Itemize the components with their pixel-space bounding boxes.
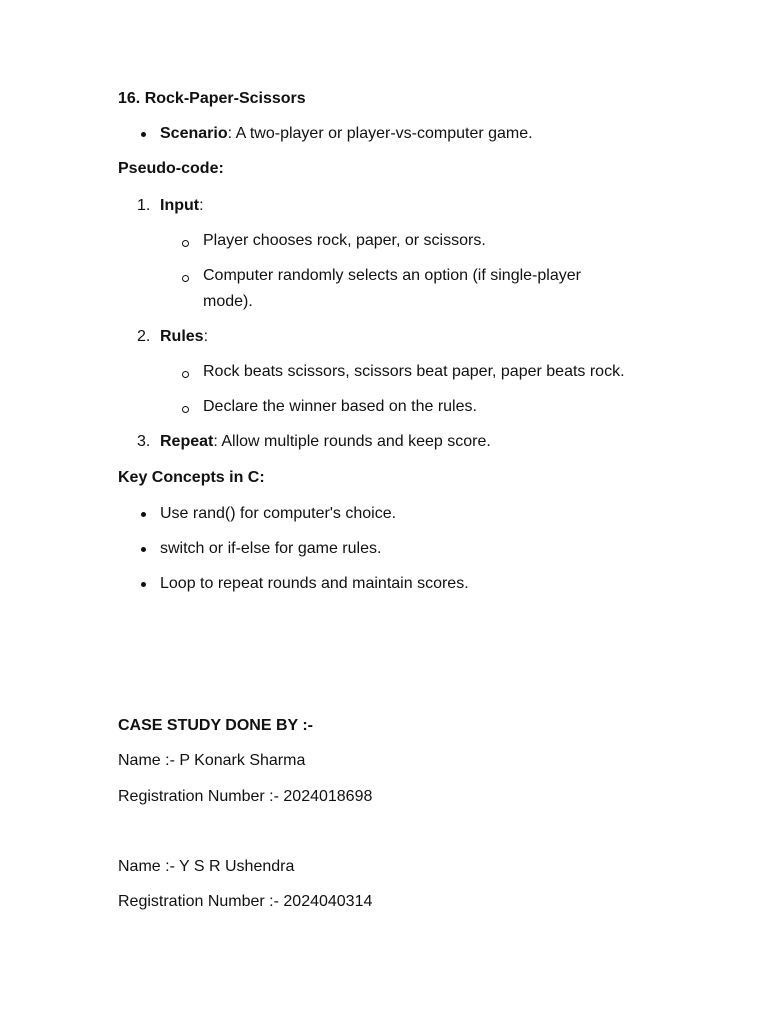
sub-item: Computer randomly selects an option (if single-player (203, 267, 581, 284)
scenario-line (160, 124, 533, 144)
section-title: 16. Rock-Paper-Scissors (118, 90, 306, 107)
step-text: : (203, 328, 209, 345)
key-concepts-heading: Key Concepts in C: (118, 469, 265, 486)
sub-item: Player chooses rock, paper, or scissors. (203, 232, 486, 249)
pseudo-code-heading: Pseudo-code: (118, 160, 224, 177)
step-repeat (160, 432, 491, 452)
step-text: : Allow multiple rounds and keep score. (213, 433, 491, 450)
step-number: 3. (137, 433, 151, 450)
author-registration: Registration Number :- 2024040314 (118, 893, 373, 910)
hollow-bullet-icon (182, 240, 189, 247)
step-number: 2. (137, 328, 151, 345)
case-study-heading: CASE STUDY DONE BY :- (118, 717, 313, 734)
step-label: Input (160, 197, 200, 214)
author-registration: Registration Number :- 2024018698 (118, 788, 373, 805)
bullet-dot-icon (141, 512, 146, 517)
bullet-dot-icon (141, 582, 146, 587)
sub-item-continuation: mode). (203, 293, 253, 310)
hollow-bullet-icon (182, 406, 189, 413)
step-text: : (199, 197, 204, 214)
key-concept-item: Use rand() for computer's choice. (160, 505, 397, 522)
scenario-text: : A two-player or player-vs-computer game. (227, 125, 533, 142)
step-number: 1. (137, 197, 151, 214)
author-name: Name :- P Konark Sharma (118, 752, 306, 769)
hollow-bullet-icon (182, 275, 189, 282)
author-name: Name :- Y S R Ushendra (118, 858, 295, 875)
step-input (160, 196, 204, 216)
bullet-dot-icon (141, 547, 146, 552)
bullet-dot-icon (141, 132, 146, 137)
key-concept-item: switch or if-else for game rules. (160, 540, 382, 557)
scenario-label: Scenario (160, 125, 228, 142)
step-label: Rules (160, 328, 204, 345)
step-label: Repeat (160, 433, 214, 450)
step-rules (160, 327, 208, 347)
key-concept-item: Loop to repeat rounds and maintain scores. (160, 575, 469, 592)
hollow-bullet-icon (182, 371, 189, 378)
sub-item: Declare the winner based on the rules. (203, 398, 477, 415)
sub-item: Rock beats scissors, scissors beat paper, paper beats rock. (203, 363, 625, 380)
